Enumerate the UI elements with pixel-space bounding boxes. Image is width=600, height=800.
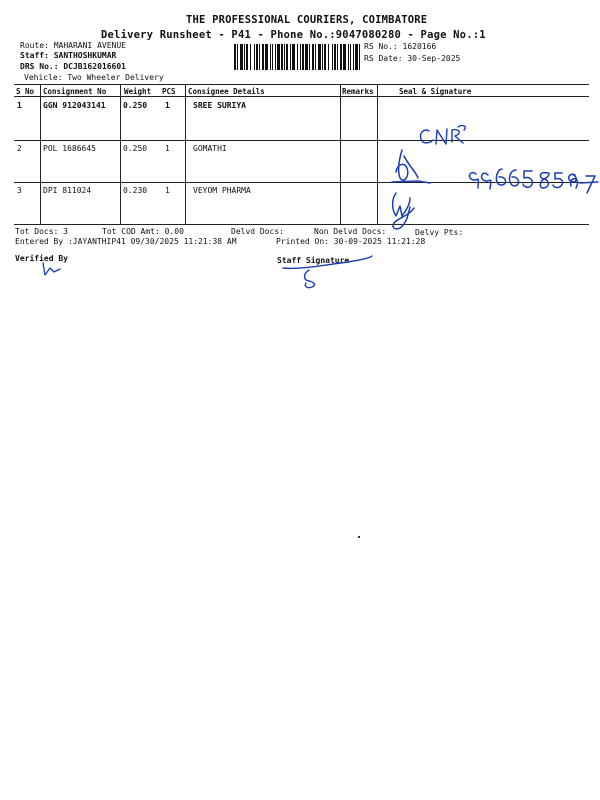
- verified-by-label: Verified By: [15, 254, 68, 263]
- barcode-bar: [277, 44, 280, 70]
- barcode-bar: [234, 44, 236, 70]
- barcode-bar: [240, 44, 243, 70]
- barcode-bar: [270, 44, 271, 70]
- barcode-bar: [340, 44, 342, 70]
- barcode-bar: [254, 44, 255, 70]
- barcode-bar: [259, 44, 260, 70]
- col-header-weight: Weight: [124, 87, 152, 96]
- handwritten-initials: [392, 150, 430, 183]
- vehicle-label: Vehicle: Two Wheeler Delivery: [24, 73, 164, 82]
- barcode-bar: [237, 44, 238, 70]
- drs-number: DRS No.: DCJB162016601: [20, 62, 126, 71]
- row-sno: 2: [17, 144, 22, 153]
- barcode-bar: [332, 44, 333, 70]
- row-consignment-no: GGN 912043141: [43, 101, 106, 110]
- row-consignee: VEYOM PHARMA: [193, 186, 251, 195]
- delivery-points: Delvy Pts:: [415, 228, 464, 237]
- col-header-seal-signature: Seal & Signature: [399, 87, 472, 96]
- row-pcs: 1: [165, 186, 170, 195]
- handwritten-phone-number: [470, 169, 598, 193]
- company-title: THE PROFESSIONAL COURIERS, COIMBATORE: [186, 14, 428, 26]
- col-header-consignee: Consignee Details: [188, 87, 265, 96]
- barcode-bar: [312, 44, 314, 70]
- barcode-bar: [350, 44, 351, 70]
- barcode-bar: [328, 44, 329, 70]
- barcode-bar: [272, 44, 273, 70]
- total-cod-amount: Tot COD Amt: 0.00: [102, 227, 184, 236]
- row-pcs: 1: [165, 144, 170, 153]
- col-header-remarks: Remarks: [342, 87, 374, 96]
- rs-number: RS No.: 1620166: [364, 42, 437, 51]
- barcode-bar: [322, 44, 323, 70]
- barcode-bar: [297, 44, 298, 70]
- verified-by-signature: [43, 263, 60, 275]
- row-weight: 0.250: [123, 101, 148, 110]
- staff-signature-label: Staff Signature: [277, 256, 350, 265]
- barcode-bar: [284, 44, 285, 70]
- entered-by: Entered By :JAYANTHIP41 09/30/2025 11:21:38 AM: [15, 237, 237, 246]
- barcode-bar: [290, 44, 291, 70]
- rs-date: RS Date: 30-Sep-2025: [364, 54, 461, 63]
- row-weight: 0.230: [123, 186, 148, 195]
- row-sno: 1: [17, 101, 22, 110]
- barcode-bar: [343, 44, 346, 70]
- barcode-bar: [305, 44, 308, 70]
- row-pcs: 1: [165, 101, 170, 110]
- barcode-bar: [256, 44, 258, 70]
- barcode-bar: [334, 44, 336, 70]
- barcode-bar: [318, 44, 321, 70]
- route-label: Route: MAHARANI AVENUE: [20, 41, 126, 50]
- stray-mark: [358, 536, 360, 538]
- barcode-bar: [300, 44, 301, 70]
- barcode-bar: [281, 44, 283, 70]
- col-header-pcs: PCS: [162, 87, 176, 96]
- col-header-sno: S No: [16, 87, 35, 96]
- col-header-consignment: Consignment No: [43, 87, 107, 96]
- handwritten-cnr-text: [421, 126, 466, 144]
- barcode-bar: [337, 44, 338, 70]
- barcode: [234, 44, 360, 70]
- barcode-bar: [265, 44, 268, 70]
- barcode-bar: [246, 44, 248, 70]
- barcode-bar: [262, 44, 264, 70]
- barcode-bar: [359, 44, 360, 70]
- total-docs: Tot Docs: 3: [15, 227, 68, 236]
- barcode-bar: [275, 44, 276, 70]
- barcode-bar: [324, 44, 326, 70]
- barcode-bar: [355, 44, 358, 70]
- runsheet-subtitle: Delivery Runsheet - P41 - Phone No.:9047080280 - Page No.:1: [101, 29, 486, 41]
- barcode-bar: [292, 44, 295, 70]
- barcode-bar: [244, 44, 245, 70]
- row-consignment-no: DPI 811024: [43, 186, 92, 195]
- row-consignee: GOMATHI: [193, 144, 227, 153]
- barcode-bar: [286, 44, 288, 70]
- barcode-bar: [348, 44, 349, 70]
- barcode-bar: [250, 44, 251, 70]
- barcode-bar: [302, 44, 304, 70]
- non-delivered-docs: Non Delvd Docs:: [314, 227, 387, 236]
- row-weight: 0.250: [123, 144, 148, 153]
- barcode-bar: [315, 44, 316, 70]
- row-consignee: SREE SURIYA: [193, 101, 246, 110]
- barcode-bar: [353, 44, 354, 70]
- row-sno: 3: [17, 186, 22, 195]
- barcode-bar: [309, 44, 310, 70]
- printed-on: Printed On: 30-09-2025 11:21:28: [276, 237, 426, 246]
- delivered-docs: Delvd Docs:: [231, 227, 284, 236]
- row-consignment-no: POL 1686645: [43, 144, 96, 153]
- staff-label: Staff: SANTHOSHKUMAR: [20, 51, 117, 60]
